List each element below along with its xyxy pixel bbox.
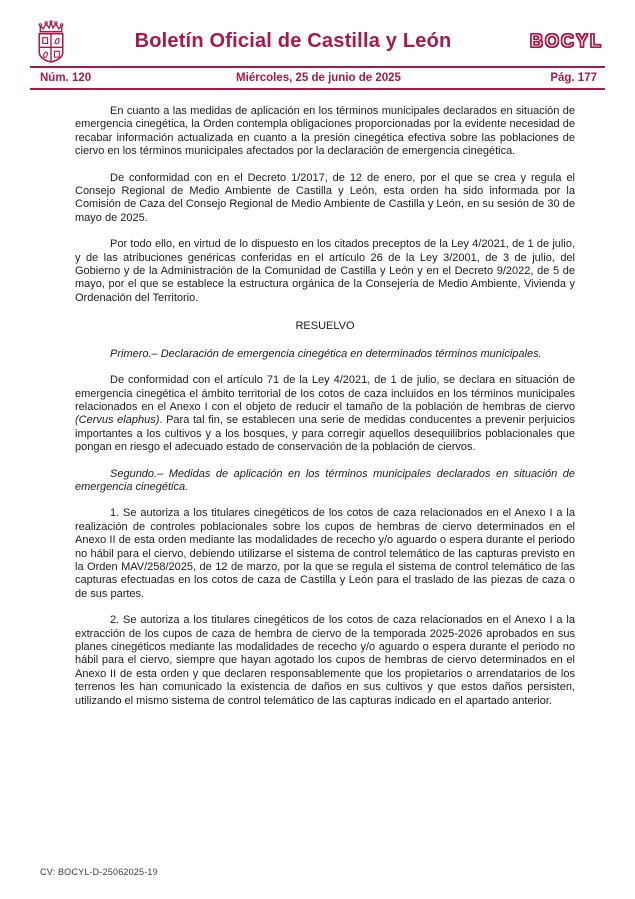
paragraph-measures-intro: En cuanto a las medidas de aplicación en los términos municipales declarados en situación de emergencia cinegética, la Orden contempla obligaciones proporcionadas por la evidente necesidad de recabar información actualizada en cuanto a la presión cinegética efectiva sobre las poblaciones de ciervo en los términos municipales afectados por la declaración de emergencia cinegética. xyxy=(75,105,575,158)
coat-of-arms-icon xyxy=(36,20,66,63)
page-number: Pág. 177 xyxy=(550,72,597,84)
paragraph-item-2: 2. Se autoriza a los titulares cinegéticos de los cotos de caza relacionados en el Anexo I a la extracción de los cupos de caza de hembra de ciervo de la temporada 2025-2026 aprobados en sus planes cinegéticos mediante las modalidades de rececho y/o aguardo o espera durante el periodo no hábil para el ciervo, siempre que hayan agotado los cupos de hembras de ciervo determinados en el Anexo II de esta orden y que declaren responsablemente que los propietarios o arrendatarios de los terrenos les han comunicado la existencia de daños en sus cultivos y que estos daños persisten, utilizando el mismo sistema de control telemático de las capturas indicado en el apartado anterior. xyxy=(75,614,575,707)
document-body xyxy=(75,105,575,708)
issue-number: Núm. 120 xyxy=(40,72,92,84)
paragraph-decreto-1-2017: De conformidad con en el Decreto 1/2017, de 12 de enero, por el que se crea y regula el Consejo Regional de Medio Ambiente de Castilla y León, esta orden ha sido informada por la Comisión de Caza del Consejo Regional de Medio Ambiente de Castilla y León, en su sesión de 30 de mayo de 2025. xyxy=(75,171,575,224)
paragraph-text-before-species: De conformidad con el artículo 71 de la Ley 4/2021, de 1 de julio, se declara en situación de emergencia cinegética el ámbito territorial de los cotos de caza incluidos en los términos municipales relacionados en el Anexo I con el objeto de reducir el tamaño de la población de hembras de ciervo xyxy=(75,374,575,413)
issue-date: Miércoles, 25 de junio de 2025 xyxy=(236,72,401,84)
section-segundo-heading: Segundo.– Medidas de aplicación en los términos municipales declarados en situación de emergencia cinegética. xyxy=(75,467,575,493)
masthead xyxy=(0,0,635,63)
paragraph-por-todo-ello: Por todo ello, en virtud de lo dispuesto en los citados preceptos de la Ley 4/2021, de 1 de julio, y de las atribuciones genéricas conferidas en el artículo 26 de la Ley 3/2001, de 3 de julio, del Gobierno y de la Administración de la Comunidad de Castilla y León y en el Decreto 9/2022, de 5 de mayo, por el que se establece la estructura orgánica de la Consejería de Medio Ambiente, Vivienda y Ordenación del Territorio. xyxy=(75,238,575,304)
section-primero-heading: Primero.– Declaración de emergencia cinegética en determinados términos municipales. xyxy=(110,347,542,360)
cv-verification-code: CV: BOCYL-D-25062025-19 xyxy=(40,867,158,877)
page-title: Boletín Oficial de Castilla y León xyxy=(134,30,452,52)
paragraph-item-1: 1. Se autoriza a los titulares cinegéticos de los cotos de caza relacionados en el Anexo I a la realización de controles poblacionales sobre los cupos de hembras de ciervo determinados en el Anexo II de esta orden mediante las modalidades de rececho y/o aguardo o espera durante el periodo no hábil para el ciervo, debiendo utilizarse el sistema de control telemático de las capturas previsto en la Orden MAV/258/2025, de 12 de marzo, por la que se regula el sistema de control telemático de las capturas efectuadas en los cotos de caza de Castilla y León para el traslado de las piezas de caza o de sus partes. xyxy=(75,507,575,600)
header-rule-bottom xyxy=(30,88,605,90)
paragraph-declaracion-emergencia xyxy=(75,374,575,454)
species-latin-name: (Cervus elaphus) xyxy=(75,414,160,427)
issue-meta-band xyxy=(30,68,605,88)
paragraph-text-after-species: . Para tal fin, se establecen una serie de medidas conducentes a prevenir perjuicios importantes a los cultivos y a los bosques, y para corregir aquellos desequilibrios poblacionales que pongan en riesgo el adecuado estado de conservación de la población de ciervos. xyxy=(75,414,575,454)
bocyl-logo: BOCYL xyxy=(530,31,603,51)
resuelvo-heading: RESUELVO xyxy=(295,320,355,333)
